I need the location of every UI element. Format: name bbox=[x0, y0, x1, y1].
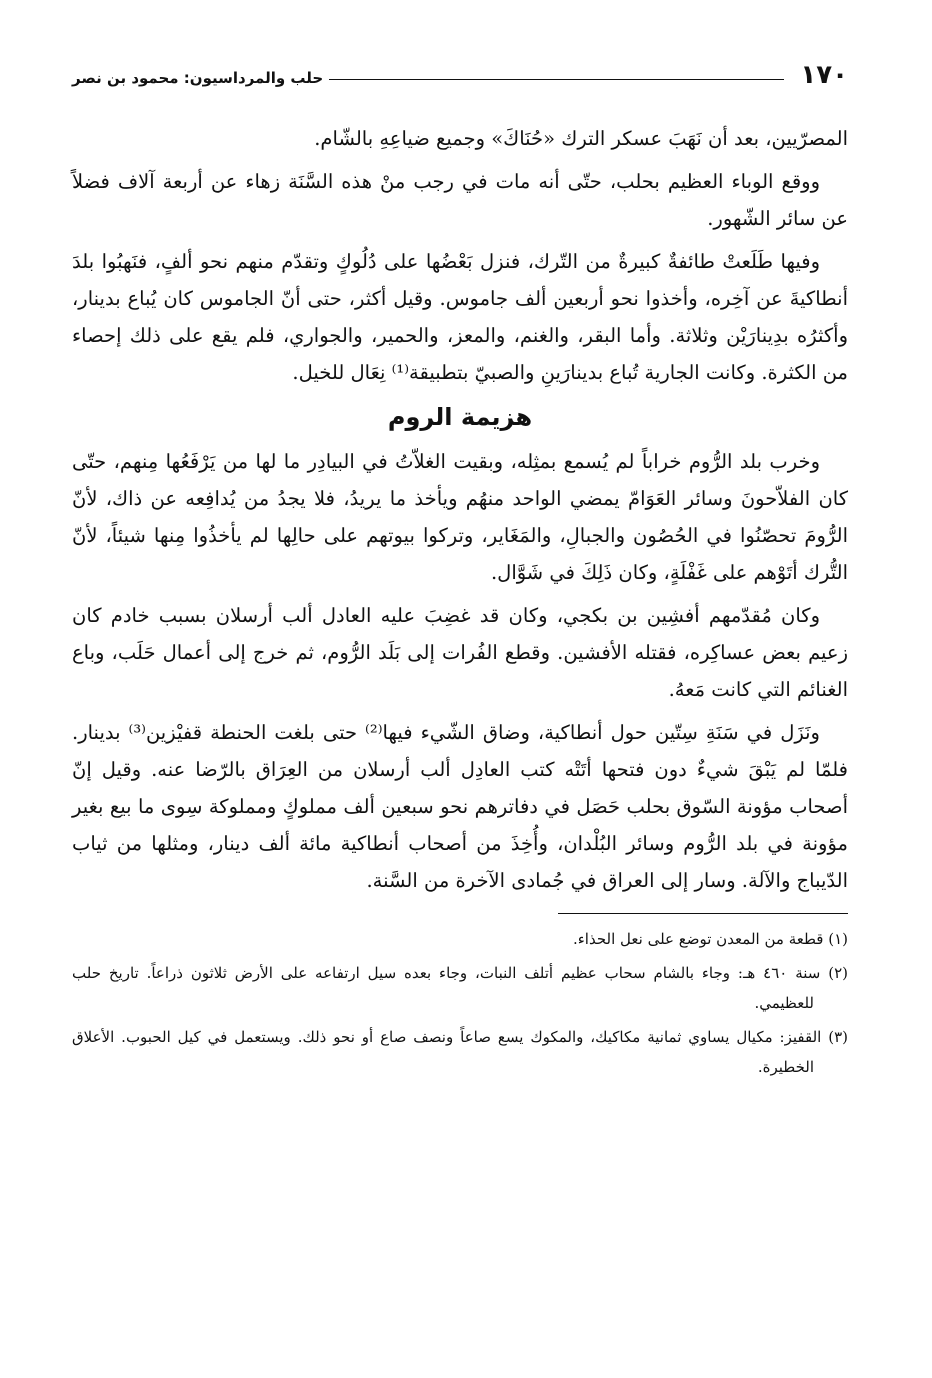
running-header bbox=[72, 52, 848, 90]
section-heading: هزيمة الروم bbox=[387, 403, 533, 431]
paragraph-continuation: المصرّيين، بعد أن نَهَبَ عسكر الترك «حُنَاكَ» وجميع ضياعِهِ بالشّام. bbox=[314, 127, 848, 150]
header-rule bbox=[329, 79, 784, 80]
footnote-rule bbox=[558, 913, 848, 914]
paragraph-turks-raid: وفيها طَلَعتْ طائفةٌ كبيرةٌ من التّرك، فنزل بَعْضُها على دُلُوكٍ وتقدّم منهم نحو ألفٍ، فنَهبُوا بلدَ أنطاكيةَ عن آخِره، وأخذوا نحو أربعين ألف جاموس. وقيل أكثر، حتى أنّ الجاموس كان يُباع بدينار، وأكثرُه بدِينارَيْن وثلاثة. وأما البقر، والغنم، والمعز، والحمير، والجواري، فلم يقع على ذلك إحصاء من الكثرة. وكانت الجارية تُباع بدينارَينِ والصبيّ بتطبيقة⁽¹⁾ نِعَال للخيل. bbox=[72, 250, 848, 384]
footnote-2: (٢) سنة ٤٦٠ هـ: وجاء بالشام سحاب عظيم أتلف النبات، وجاء بعده سيل ارتفاعه على الأرض ثلاثون ذراعاً. تاريخ حلب للعظيمي. bbox=[72, 964, 848, 1012]
main-text bbox=[72, 120, 848, 899]
paragraph-plague: ووقع الوباء العظيم بحلب، حتّى أنه مات في رجب منْ هذه السَّنَة زهاء عن أربعة آلاف فضلاً عن سائر الشّهور. bbox=[72, 170, 848, 230]
book-page bbox=[72, 52, 848, 1352]
running-title: حلب والمرداسيون: محمود بن نصر bbox=[72, 69, 324, 87]
footnote-3: (٣) القفيز: مكيال يساوي ثمانية مكاكيك، والمكوك يسع صاعاً ونصف صاع أو نحو ذلك. ويستعمل في كيل الحبوب. الأعلاق الخطيرة. bbox=[72, 1028, 848, 1076]
paragraph-rum-ruin: وخرب بلد الرُّوم خراباً لم يُسمع بمثِله، وبقيت الغلاّتُ في البيادِر ما لها من يَرْفَعُها مِنهم، حتّى كان الفلاّحونَ وسائر العَوَامّ يمضي الواحد منهُم ويأخذ ما يريدُ، فلا يجدُ من يُدافِعه عن ذاك، لأنّ الرُّومَ تحصّنُوا في الحُصُون والجبالِ، والمَغَاير، وتركوا بيوتهم على حالِها لم يأخذُوا مِنها شيئاً، لأنّ التُّرك أتَوْهم على غَفْلَةٍ، وكان ذَلِكَ في شَوَّال. bbox=[72, 450, 848, 584]
footnotes bbox=[72, 924, 848, 1082]
page-number: ١٧٠ bbox=[800, 60, 848, 90]
paragraph-afshin: وكان مُقدّمهم أفشِين بن بكجي، وكان قد غضِبَ عليه العادل ألب أرسلان بسبب خادم كان زعيم بعض عساكِره، فقتله الأفشين. وقطع الفُرات إلى بَلَد الرُّوم، ثم خرج إلى أعمال حَلَب، وباع الغنائم التي كانت مَعهُ. bbox=[72, 604, 848, 701]
paragraph-antioch: ونَزَل في سَنَةِ سِتّين حول أنطاكية، وضاق الشّيء فيها⁽²⁾ حتى بلغت الحنطة قفيْزين⁽³⁾ بدينار. فلمّا لم يَبْقَ شيءٌ دون فتحها أتَتْه كتب العادِل ألب أرسلان من العِرَاق بالرّضا عنه. وقيل إنّ أصحاب مؤونة السّوق بحلب حَصَل في دفاترهم نحو سبعين ألف مملوكٍ ومملوكة سِوى ما بيع بغير مؤونة في بلد الرُّوم وسائر البُلْدان، وأُخِذَ من أصحاب أنطاكية مائة ألف دينار، ومثلها من ثياب الدّيباج والآلة. وسار إلى العراق في جُمادى الآخرة من السَّنة. bbox=[72, 721, 848, 892]
footnote-1: (١) قطعة من المعدن توضع على نعل الحذاء. bbox=[572, 930, 848, 948]
